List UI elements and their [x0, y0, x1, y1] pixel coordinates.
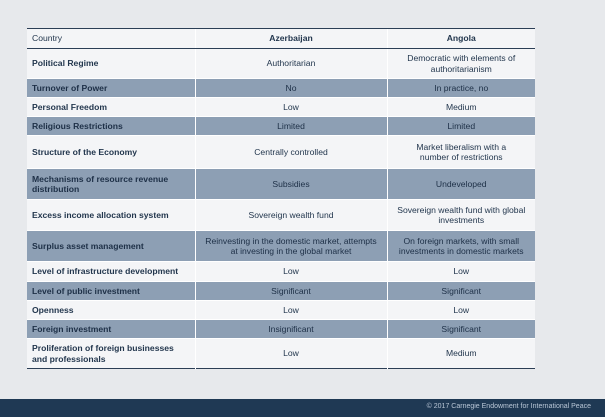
azerbaijan-cell: Reinvesting in the domestic market, attempts at investing in the global market	[195, 231, 387, 262]
azerbaijan-cell: Limited	[195, 117, 387, 136]
comparison-table	[27, 28, 535, 369]
azerbaijan-cell: Low	[195, 98, 387, 117]
header-angola: Angola	[387, 29, 535, 49]
angola-cell: Medium	[387, 339, 535, 369]
azerbaijan-cell: Subsidies	[195, 169, 387, 200]
table-row	[27, 320, 535, 339]
table-row	[27, 136, 535, 169]
angola-cell: Low	[387, 301, 535, 320]
row-label: Proliferation of foreign businesses and professionals	[27, 339, 195, 369]
angola-cell: Undeveloped	[387, 169, 535, 200]
azerbaijan-cell: Authoritarian	[195, 49, 387, 79]
copyright-text: © 2017 Carnegie Endowment for International Peace	[426, 403, 591, 410]
azerbaijan-cell: Significant	[195, 282, 387, 301]
angola-cell: In practice, no	[387, 79, 535, 98]
table-row	[27, 339, 535, 369]
row-label: Level of public investment	[27, 282, 195, 301]
row-label: Surplus asset management	[27, 231, 195, 262]
row-label: Political Regime	[27, 49, 195, 79]
angola-cell: Medium	[387, 98, 535, 117]
table-row	[27, 79, 535, 98]
angola-cell: Significant	[387, 282, 535, 301]
row-label: Structure of the Economy	[27, 136, 195, 169]
row-label: Foreign investment	[27, 320, 195, 339]
footer-bar	[0, 399, 605, 417]
table-row	[27, 169, 535, 200]
azerbaijan-cell: Low	[195, 301, 387, 320]
header-azerbaijan: Azerbaijan	[195, 29, 387, 49]
table-row	[27, 117, 535, 136]
azerbaijan-cell: Sovereign wealth fund	[195, 200, 387, 231]
table-row	[27, 282, 535, 301]
table-header-row	[27, 29, 535, 49]
azerbaijan-cell: No	[195, 79, 387, 98]
table-row	[27, 301, 535, 320]
angola-cell: Sovereign wealth fund with global investments	[387, 200, 535, 231]
table-row	[27, 262, 535, 282]
angola-cell: Democratic with elements of authoritarianism	[387, 49, 535, 79]
azerbaijan-cell: Low	[195, 262, 387, 282]
angola-cell: Low	[387, 262, 535, 282]
azerbaijan-cell: Low	[195, 339, 387, 369]
angola-cell: On foreign markets, with small investments in domestic markets	[387, 231, 535, 262]
header-country: Country	[27, 29, 195, 49]
row-label: Openness	[27, 301, 195, 320]
angola-cell: Limited	[387, 117, 535, 136]
row-label: Turnover of Power	[27, 79, 195, 98]
angola-cell: Significant	[387, 320, 535, 339]
table-row	[27, 231, 535, 262]
azerbaijan-cell: Centrally controlled	[195, 136, 387, 169]
row-label: Religious Restrictions	[27, 117, 195, 136]
row-label: Excess income allocation system	[27, 200, 195, 231]
row-label: Mechanisms of resource revenue distribution	[27, 169, 195, 200]
table-row	[27, 200, 535, 231]
angola-cell: Market liberalism with a number of restrictions	[387, 136, 535, 169]
table-row	[27, 98, 535, 117]
table-row	[27, 49, 535, 79]
row-label: Personal Freedom	[27, 98, 195, 117]
row-label: Level of infrastructure development	[27, 262, 195, 282]
azerbaijan-cell: Insignificant	[195, 320, 387, 339]
